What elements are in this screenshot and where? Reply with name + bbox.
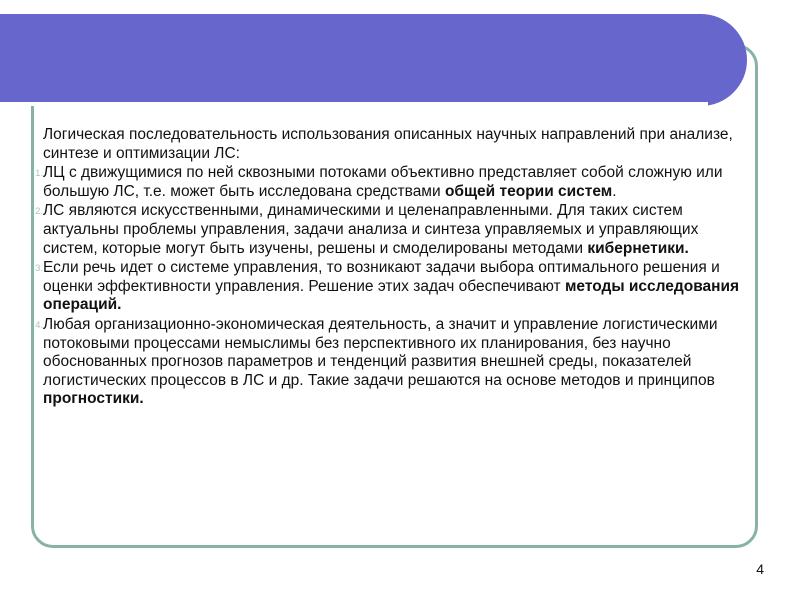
- emphasis-text: методы исследования операций.: [43, 277, 740, 314]
- list-item-text: ЛС являются искусственными, динамическими и целенаправленными. Для таких систем актуальны проблемы управления, задачи анализа и синтеза управляемых и управляющих систем, которые могут быть изучены, решены и смоделированы методами кибернетики.: [43, 202, 699, 257]
- list-number: 1.: [35, 168, 43, 180]
- emphasis-text: кибернетики.: [587, 239, 689, 257]
- slide-content: [35, 126, 740, 410]
- emphasis-text: общей теории систем: [444, 182, 613, 200]
- list-item-text: ЛЦ с движущимися по ней сквозными потоками объективно представляет собой сложную или большую ЛС, т.е. может быть исследована средствами общей теории систем.: [43, 164, 723, 200]
- page-number: 4: [756, 561, 764, 577]
- list-item: [35, 164, 740, 201]
- header-band: [0, 14, 747, 106]
- list-number: 2.: [35, 206, 43, 218]
- list-item: [35, 202, 740, 258]
- intro-text: Логическая последовательность использования описанных научных направлений при анализе, синтезе и оптимизации ЛС:: [43, 126, 733, 162]
- emphasis-text: прогностики.: [43, 390, 144, 408]
- list-item-text: Любая организационно-экономическая деятельность, а значит и управление логистическими потоковыми процессами немыслимы без перспективного их планирования, без научно обоснованных прогнозов параметров и тенденций развития внешней среды, показателей логистических процессов в ЛС и др. Такие задачи решаются на основе методов и принципов прогностики.: [43, 315, 718, 408]
- list-number: 3.: [35, 263, 43, 275]
- list-item-text: Если речь идет о системе управления, то возникают задачи выбора оптимального решения и оценки эффективности управления. Решение этих задач обеспечивают методы исследования операций.: [43, 259, 740, 314]
- list-item: [35, 259, 740, 315]
- list-number: 4.: [35, 319, 43, 331]
- header-divider: [0, 102, 708, 106]
- list-item: [35, 315, 740, 409]
